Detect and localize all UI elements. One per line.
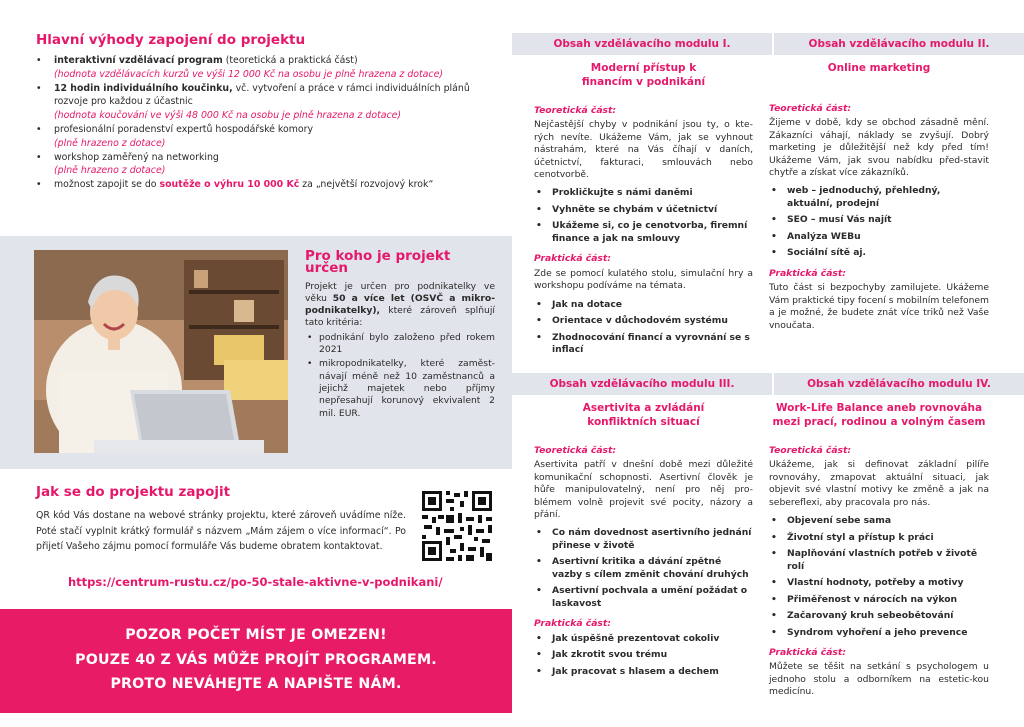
item-text: workshop zaměřený na networking bbox=[54, 151, 219, 163]
module-3-header: Obsah vzdělávacího modulu III. bbox=[512, 373, 772, 395]
list-item: • Vyhněte se chybám v účetnictví bbox=[534, 204, 753, 217]
project-url-link[interactable]: https://centrum-rustu.cz/po-50-stale-aktivne-v-podnikani/ bbox=[68, 575, 443, 589]
practice-list bbox=[534, 633, 753, 679]
list-item: • Asertivní kritika a dávání zpětné vazby s cílem změnit chování druhých bbox=[534, 556, 753, 581]
module-4-header: Obsah vzdělávacího modulu IV. bbox=[774, 373, 1024, 395]
practice-label: Praktická část: bbox=[534, 253, 611, 265]
qr-code[interactable] bbox=[420, 489, 494, 563]
criteria-list bbox=[305, 332, 495, 420]
list-item bbox=[36, 123, 496, 151]
banner-line: POZOR POČET MÍST JE OMEZEN! bbox=[125, 627, 387, 643]
limited-places-banner bbox=[0, 609, 512, 713]
intro-text: Projekt je určen pro podnikatelky ve věku bbox=[305, 280, 495, 304]
list-item: • Orientace v důchodovém systému bbox=[534, 315, 753, 328]
item-note: (plně hrazeno z dotace) bbox=[54, 165, 166, 177]
practice-label: Praktická část: bbox=[769, 267, 846, 279]
module-title: Asertivita a zvládání konfliktních situací bbox=[582, 402, 705, 428]
theory-text: Asertivita patří v dnešní době mezi důležité komunikační schopnosti. Asertivní člověk je hůře manipulovatelný, není pro něj pro-blémem volně projevit své pocity, názory a přání. bbox=[534, 459, 753, 521]
list-item bbox=[36, 54, 496, 82]
list-item: • podnikání bylo založeno před rokem 2021 bbox=[305, 332, 495, 357]
theory-label: Teoretická část: bbox=[769, 445, 852, 456]
practice-label: Praktická část: bbox=[534, 618, 611, 630]
module-title: Online marketing bbox=[827, 62, 931, 74]
list-item: • Přiměřenost v nárocích na výkon bbox=[769, 594, 989, 607]
advantages-list bbox=[36, 54, 496, 192]
module-1-header: Obsah vzdělávacího modulu I. bbox=[512, 33, 772, 55]
practice-text: Tuto část si bezpochyby zamilujete. Ukážeme Vám praktické tipy focení s mobilním telefonem a je možné, že budete znát více triků než Vaše vnoučata. bbox=[769, 282, 989, 331]
theory-list bbox=[534, 527, 753, 610]
theory-list bbox=[769, 515, 989, 639]
list-item: • Co nám dovednost asertivního jednání přinese v životě bbox=[534, 527, 753, 552]
photo-illustration bbox=[34, 250, 288, 453]
theory-list bbox=[534, 187, 753, 245]
module-title: Moderní přístup k financím v podnikání bbox=[581, 62, 706, 88]
module-4 bbox=[769, 401, 989, 705]
how-to-join-section bbox=[36, 484, 496, 555]
module-3 bbox=[534, 401, 753, 686]
intro-text: které zároveň splňují tato kritéria: bbox=[305, 305, 495, 329]
list-item: • Zhodnocování financí a vyrovnání se s inflací bbox=[534, 332, 753, 357]
item-text: profesionální poradenství expertů hospodářské komory bbox=[54, 123, 314, 135]
intro-bold: 50 a více let (OSVČ a mikro-podnikatelky), bbox=[305, 292, 496, 317]
list-item: • Asertivní pochvala a umění požádat o laskavost bbox=[534, 585, 753, 610]
list-item bbox=[36, 82, 496, 123]
list-item bbox=[36, 151, 496, 179]
theory-list bbox=[769, 185, 989, 260]
item-text: za „největší rozvojový krok“ bbox=[299, 179, 434, 191]
list-item: • Jak na dotace bbox=[534, 299, 753, 312]
item-text: (teoretická a praktická část) bbox=[222, 55, 358, 66]
join-text: QR kód Vás dostane na webové stránky projektu, které zároveň uvádíme níže. Poté stačí vyplnit krátký formulář s názvem „Mám zájem o více informací“. Po přijetí Vašeho zájmu pomocí formuláře Vás budeme obratem kontaktovat. bbox=[36, 510, 406, 552]
target-intro bbox=[305, 281, 495, 330]
list-item: • web – jednoduchý, přehledný, aktuální, prodejní bbox=[769, 185, 989, 210]
list-item: • Začarovaný kruh sebeobětování bbox=[769, 610, 989, 623]
item-text: možnost zapojit se do bbox=[54, 179, 160, 191]
list-item: • Vlastní hodnoty, potřeby a motivy bbox=[769, 577, 989, 590]
advantages-section bbox=[36, 32, 496, 192]
practice-text: Můžete se těšit na setkání s psychologem u jednoho stolu a odborníkem na estetic-kou medicínu. bbox=[769, 661, 989, 698]
list-item: • Prokličkujte s námi daněmi bbox=[534, 187, 753, 200]
practice-text: Zde se pomocí kulatého stolu, simulační hry a workshopu podíváme na témata. bbox=[534, 267, 753, 292]
item-bold: interaktivní vzdělávací program bbox=[54, 55, 223, 66]
practice-list bbox=[534, 299, 753, 357]
module-1 bbox=[534, 61, 753, 365]
list-item: • Jak úspěšně prezentovat cokoliv bbox=[534, 633, 753, 646]
item-note: (hodnota koučování ve výši 48 000 Kč na osobu je plně hrazena z dotace) bbox=[54, 110, 402, 122]
banner-line: POUZE 40 Z VÁS MŮŽE PROJÍT PROGRAMEM. bbox=[75, 651, 437, 668]
list-item: • Jak zkrotit svou trému bbox=[534, 649, 753, 662]
list-item: • mikropodnikatelky, které zaměst-návají méně než 10 zaměstnanců a jejichž majetek nebo příjmy nepřesahují korunový ekvivalent 2 mil. EUR. bbox=[305, 358, 495, 419]
module-2-header: Obsah vzdělávacího modulu II. bbox=[774, 33, 1024, 55]
list-item: • Sociální sítě aj. bbox=[769, 247, 989, 260]
list-item: • Naplňování vlastních potřeb v životě rolí bbox=[769, 548, 989, 573]
theory-label: Teoretická část: bbox=[534, 445, 617, 456]
list-item: • Ukážeme si, co je cenotvorba, firemní finance a jak na smlouvy bbox=[534, 220, 753, 245]
practice-label: Praktická část: bbox=[769, 647, 846, 659]
list-item bbox=[36, 178, 496, 192]
list-item: • Syndrom vyhoření a jeho prevence bbox=[769, 627, 989, 640]
theory-label: Teoretická část: bbox=[769, 103, 852, 114]
businesswoman-photo bbox=[34, 250, 288, 453]
join-title: Jak se do projektu zapojit bbox=[36, 484, 231, 500]
item-bold: 12 hodin individuálního koučinku, bbox=[54, 82, 233, 94]
item-note: (plně hrazeno z dotace) bbox=[54, 137, 166, 149]
module-title: Work-Life Balance aneb rovnováha mezi prací, rodinou a volným časem bbox=[772, 402, 986, 428]
theory-label: Teoretická část: bbox=[534, 105, 617, 116]
target-title: Pro koho je projekt určen bbox=[305, 248, 451, 277]
item-text: vč. vytvoření a práce v rámci individuálních plánů rozvoje pro každou z účastnic bbox=[54, 82, 470, 108]
module-2 bbox=[769, 61, 989, 338]
item-note: (hodnota vzdělávacích kurzů ve výši 12 000 Kč na osobu je plně hrazena z dotace) bbox=[54, 68, 444, 80]
list-item: • Jak pracovat s hlasem a dechem bbox=[534, 666, 753, 679]
theory-text: Ukážeme, jak si definovat základní pilíře rovnováhy, zmapovat aktuální situaci, jak objevit své vlastní motivy ke změně a jak na sebereflexi, aby pracovala pro nás. bbox=[769, 459, 989, 508]
banner-line: PROTO NEVÁHEJTE A NAPIŠTE NÁM. bbox=[110, 676, 402, 692]
list-item: • Objevení sebe sama bbox=[769, 515, 989, 528]
target-group-panel bbox=[0, 236, 512, 469]
theory-text: Žijeme v době, kdy se obchod zásadně mění. Zákazníci váhají, náklady se zvyšují. Dobrý marketing je důležitější než kdy před tím! Ukážeme Vám, jak svou nabídku před-stavit chytře a získat více zákazníků. bbox=[769, 117, 989, 179]
theory-text: Nejčastější chyby v podnikání jsou ty, o kte-rých nevíte. Ukážeme Vám, jak se vyhnout nástrahám, které na Vás číhají v daních, účetnictví, fakturaci, smlouvách nebo cenotvorbě. bbox=[534, 119, 753, 181]
qr-code-graphic bbox=[420, 489, 494, 563]
list-item: • Životní styl a přístup k práci bbox=[769, 532, 989, 545]
advantages-title: Hlavní výhody zapojení do projektu bbox=[36, 32, 306, 48]
list-item: • Analýza WEBu bbox=[769, 231, 989, 244]
target-group-text bbox=[305, 250, 495, 422]
item-highlight: soutěže o výhru 10 000 Kč bbox=[159, 179, 300, 191]
list-item: • SEO – musí Vás najít bbox=[769, 214, 989, 227]
